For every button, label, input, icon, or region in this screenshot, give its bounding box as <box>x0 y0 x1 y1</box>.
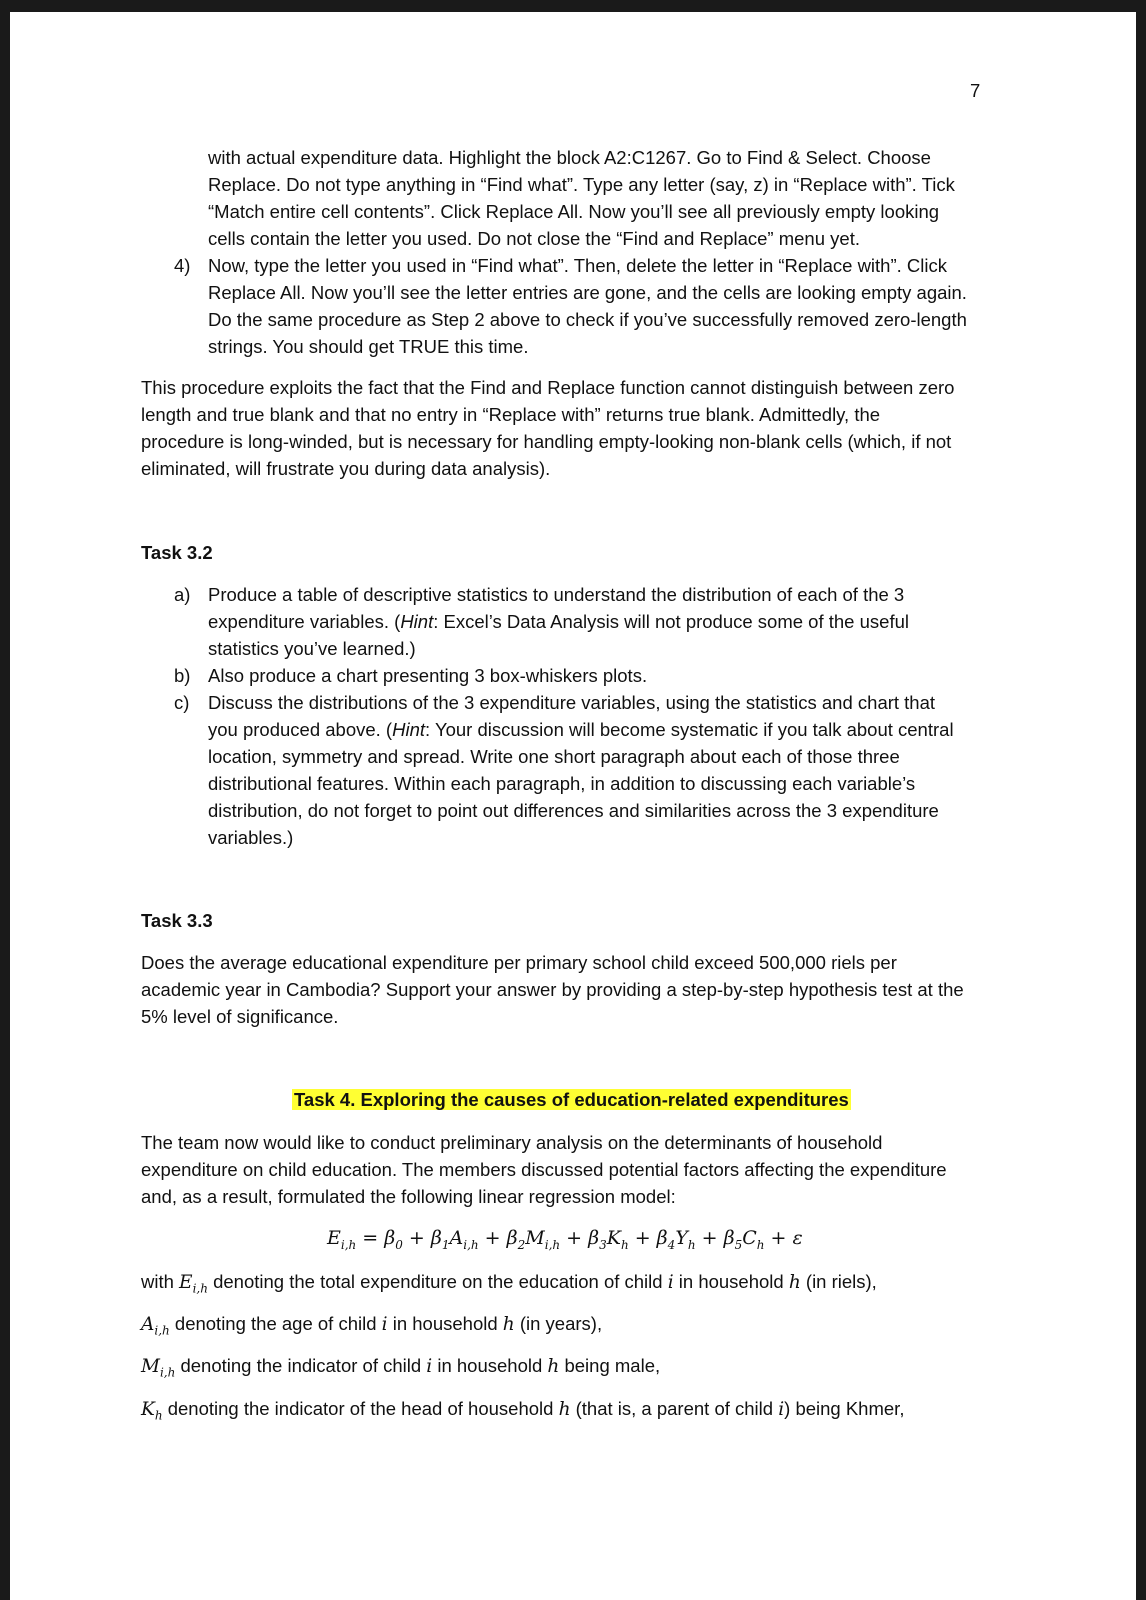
hint-word: Hint <box>392 719 426 740</box>
task32-c-label: c) <box>174 692 190 713</box>
task33-line-3: 5% level of significance. <box>141 1006 339 1027</box>
task-4-heading <box>292 1089 851 1111</box>
def-M-line: $M_{i,h}$ denoting the indicator of child i in household h being male, <box>141 1355 661 1380</box>
task4-intro-line-1: The team now would like to conduct preliminary analysis on the determinants of household <box>141 1132 883 1153</box>
text-run: : Your discussion will become systematic if you talk about central <box>425 719 954 740</box>
text-run: being male, <box>564 1355 661 1376</box>
document-page <box>10 12 1136 1600</box>
item4-line-2: Replace All. Now you’ll see the letter entries are gone, and the cells are looking empty again. <box>208 282 967 303</box>
text-run: expenditure variables. ( <box>208 611 401 632</box>
task32-c-line-4: distributional features. Within each paragraph, in addition to discussing each variable’s <box>208 773 916 794</box>
task33-line-2: academic year in Cambodia? Support your answer by providing a step-by-step hypothesis test at the <box>141 979 964 1000</box>
item3-line-4: cells contain the letter you used. Do not close the “Find and Replace” menu yet. <box>208 228 860 249</box>
text-run: denoting the indicator of child <box>180 1355 422 1376</box>
text-run: denoting the indicator of the head of household <box>167 1398 554 1419</box>
para1-line-3: procedure is long-winded, but is necessary for handling empty-looking non-blank cells (which, if not <box>141 431 952 452</box>
task-3-2-heading: Task 3.2 <box>141 542 213 563</box>
text-run: you produced above. ( <box>208 719 393 740</box>
text-run: in household <box>392 1313 498 1334</box>
text-run: (that is, a parent of child <box>575 1398 774 1419</box>
text-run: : Excel’s Data Analysis will not produce some of the useful <box>433 611 909 632</box>
task32-b-line: Also produce a chart presenting 3 box-whiskers plots. <box>208 665 648 686</box>
text-run: denoting the total expenditure on the education of child <box>213 1271 663 1292</box>
task32-c-line-5: distribution, do not forget to point out differences and similarities across the 3 expenditure <box>208 800 939 821</box>
task32-a-label: a) <box>174 584 191 605</box>
task32-c-line-2 <box>208 719 954 741</box>
item3-line-1: with actual expenditure data. Highlight the block A2:C1267. Go to Find & Select. Choose <box>208 147 931 168</box>
text-run: in household <box>678 1271 784 1292</box>
text-run: denoting the age of child <box>174 1313 377 1334</box>
para1-line-4: eliminated, will frustrate you during data analysis). <box>141 458 551 479</box>
text-run: ) being Khmer, <box>784 1398 905 1419</box>
task-3-3-heading: Task 3.3 <box>141 910 213 931</box>
page-number: 7 <box>970 80 981 101</box>
def-A-line: $A_{i,h}$ denoting the age of child i in household h (in years), <box>141 1313 603 1338</box>
item4-line-4: strings. You should get TRUE this time. <box>208 336 529 357</box>
highlighted-heading: Task 4. Exploring the causes of education-related expenditures <box>294 1089 849 1110</box>
task33-line-1: Does the average educational expenditure per primary school child exceed 500,000 riels per <box>141 952 897 973</box>
task32-a-line-2 <box>208 611 909 633</box>
regression-equation: $E_{i,h} = \beta_0 + \beta_1A_{i,h} + \beta_2M_{i,h} + \beta_3K_h + \beta_4Y_h + \beta_5C_h + \varepsilon$ <box>327 1227 803 1252</box>
item3-line-3: “Match entire cell contents”. Click Replace All. Now you’ll see all previously empty looking <box>208 201 940 222</box>
def-K-line: $K_h$ denoting the indicator of the head of household h (that is, a parent of child i) being Khmer, <box>141 1398 905 1423</box>
text-run: in household <box>437 1355 543 1376</box>
text-run: with <box>141 1271 174 1292</box>
text-run: (in years), <box>519 1313 603 1334</box>
task4-intro-line-3: and, as a result, formulated the following linear regression model: <box>141 1186 676 1207</box>
task32-c-line-6: variables.) <box>208 827 294 848</box>
item3-line-2: Replace. Do not type anything in “Find what”. Type any letter (say, z) in “Replace with”. Tick <box>208 174 955 195</box>
task32-a-line-3: statistics you’ve learned.) <box>208 638 416 659</box>
text-run: (in riels), <box>805 1271 877 1292</box>
def-E-line: with $E_{i,h}$ denoting the total expenditure on the education of child i in household h (in riels), <box>141 1271 877 1296</box>
task4-intro-line-2: expenditure on child education. The members discussed potential factors affecting the expenditure <box>141 1159 947 1180</box>
item4-line-1: Now, type the letter you used in “Find what”. Then, delete the letter in “Replace with”. Click <box>208 255 947 276</box>
task32-b-label: b) <box>174 665 191 686</box>
hint-word: Hint <box>400 611 434 632</box>
para1-line-2: length and true blank and that no entry in “Replace with” returns true blank. Admittedly, the <box>141 404 881 425</box>
task32-a-line-1: Produce a table of descriptive statistics to understand the distribution of each of the 3 <box>208 584 905 605</box>
task32-c-line-3: location, symmetry and spread. Write one short paragraph about each of those three <box>208 746 900 767</box>
item4-label: 4) <box>174 255 191 276</box>
para1-line-1: This procedure exploits the fact that the Find and Replace function cannot distinguish between zero <box>141 377 955 398</box>
task32-c-line-1: Discuss the distributions of the 3 expenditure variables, using the statistics and chart that <box>208 692 936 713</box>
item4-line-3: Do the same procedure as Step 2 above to check if you’ve successfully removed zero-length <box>208 309 967 330</box>
